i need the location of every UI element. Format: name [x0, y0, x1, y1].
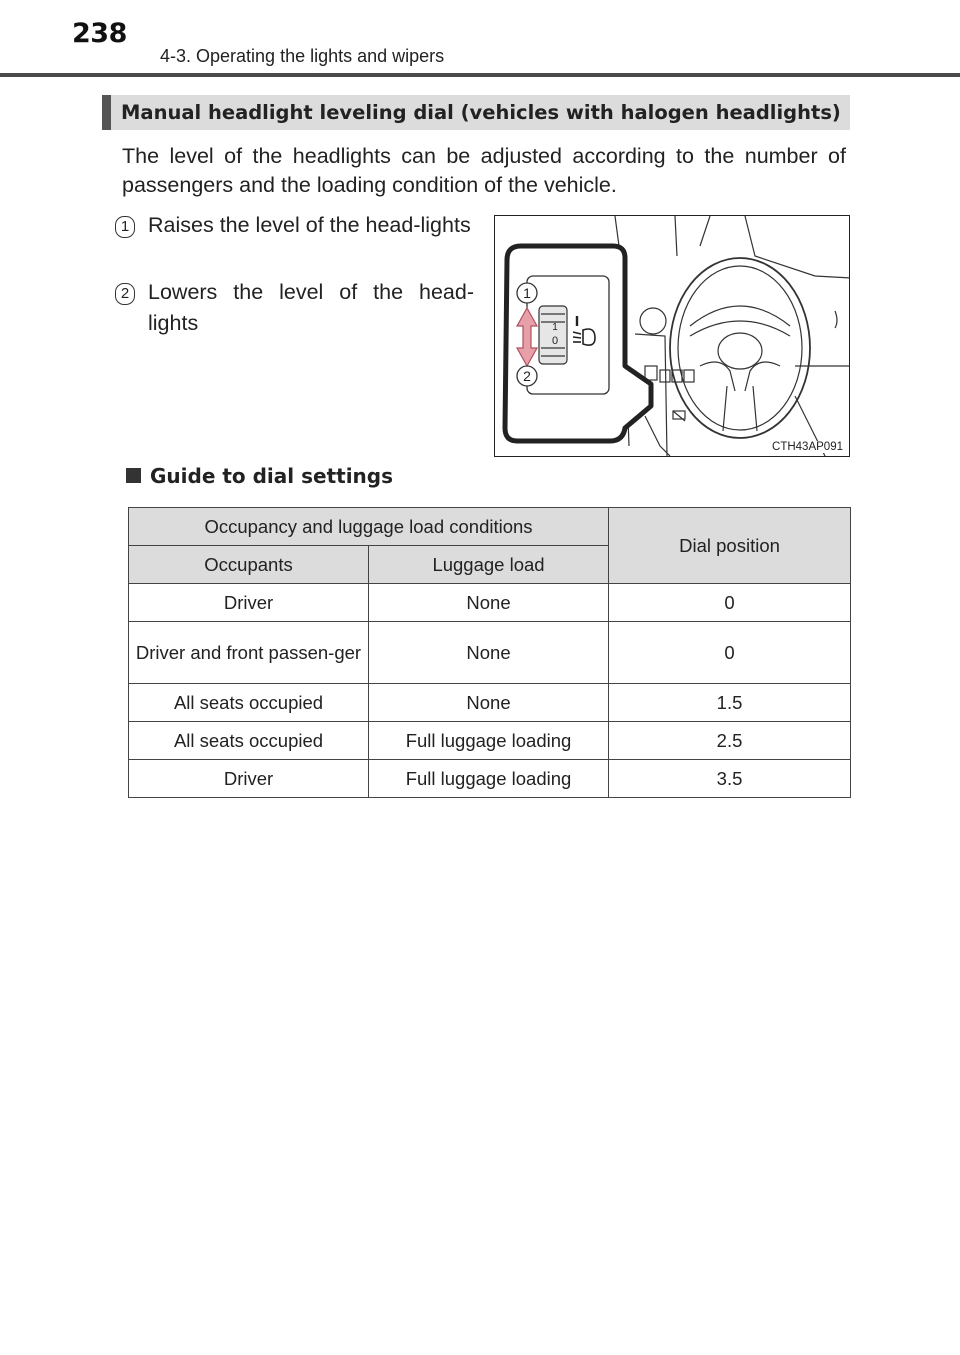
header-occupants: Occupants	[129, 546, 369, 584]
cell-luggage: Full luggage loading	[369, 760, 609, 798]
table-row	[129, 722, 851, 760]
cell-luggage: Full luggage loading	[369, 722, 609, 760]
table-row	[129, 760, 851, 798]
section-title: Manual headlight leveling dial (vehicles with halogen headlights)	[102, 95, 850, 130]
dial-settings-table	[128, 507, 851, 798]
figure-callout-1: 1	[523, 285, 531, 301]
cell-dial: 0	[609, 584, 851, 622]
cell-dial: 3.5	[609, 760, 851, 798]
header-rule	[0, 73, 960, 77]
cell-dial: 2.5	[609, 722, 851, 760]
guide-heading: Guide to dial settings	[126, 464, 393, 488]
callout-text-2: Lowers the level of the head-lights	[148, 280, 474, 335]
dial-mark-0: 0	[551, 335, 559, 347]
cell-luggage: None	[369, 584, 609, 622]
cell-luggage: None	[369, 684, 609, 722]
header-conditions: Occupancy and luggage load conditions	[129, 508, 609, 546]
intro-paragraph: The level of the headlights can be adjusted according to the number of passengers and the loading condition of the vehicle.	[122, 144, 846, 197]
cell-occupants: Driver	[129, 584, 369, 622]
cell-occupants: All seats occupied	[129, 684, 369, 722]
callout-number-1: 1	[115, 216, 135, 238]
table-row	[129, 622, 851, 684]
dashboard-illustration	[495, 216, 850, 457]
page-number: 238	[72, 18, 127, 49]
dial-mark-1: 1	[552, 322, 558, 333]
cell-occupants: Driver and front passen-ger	[129, 622, 369, 684]
header-luggage-load: Luggage load	[369, 546, 609, 584]
square-bullet-icon	[126, 468, 141, 483]
figure-callout-2: 2	[523, 368, 531, 384]
running-head: 4-3. Operating the lights and wipers	[160, 46, 445, 66]
headlight-dial-figure	[494, 215, 850, 457]
figure-code: CTH43AP091	[772, 441, 843, 453]
callout-text-1: Raises the level of the head-lights	[148, 213, 471, 237]
cell-occupants: All seats occupied	[129, 722, 369, 760]
table-row	[129, 584, 851, 622]
cell-dial: 0	[609, 622, 851, 684]
cell-occupants: Driver	[129, 760, 369, 798]
cell-dial: 1.5	[609, 684, 851, 722]
table-row	[129, 684, 851, 722]
cell-luggage: None	[369, 622, 609, 684]
callout-number-2: 2	[115, 283, 135, 305]
header-dial-position: Dial position	[609, 508, 851, 584]
